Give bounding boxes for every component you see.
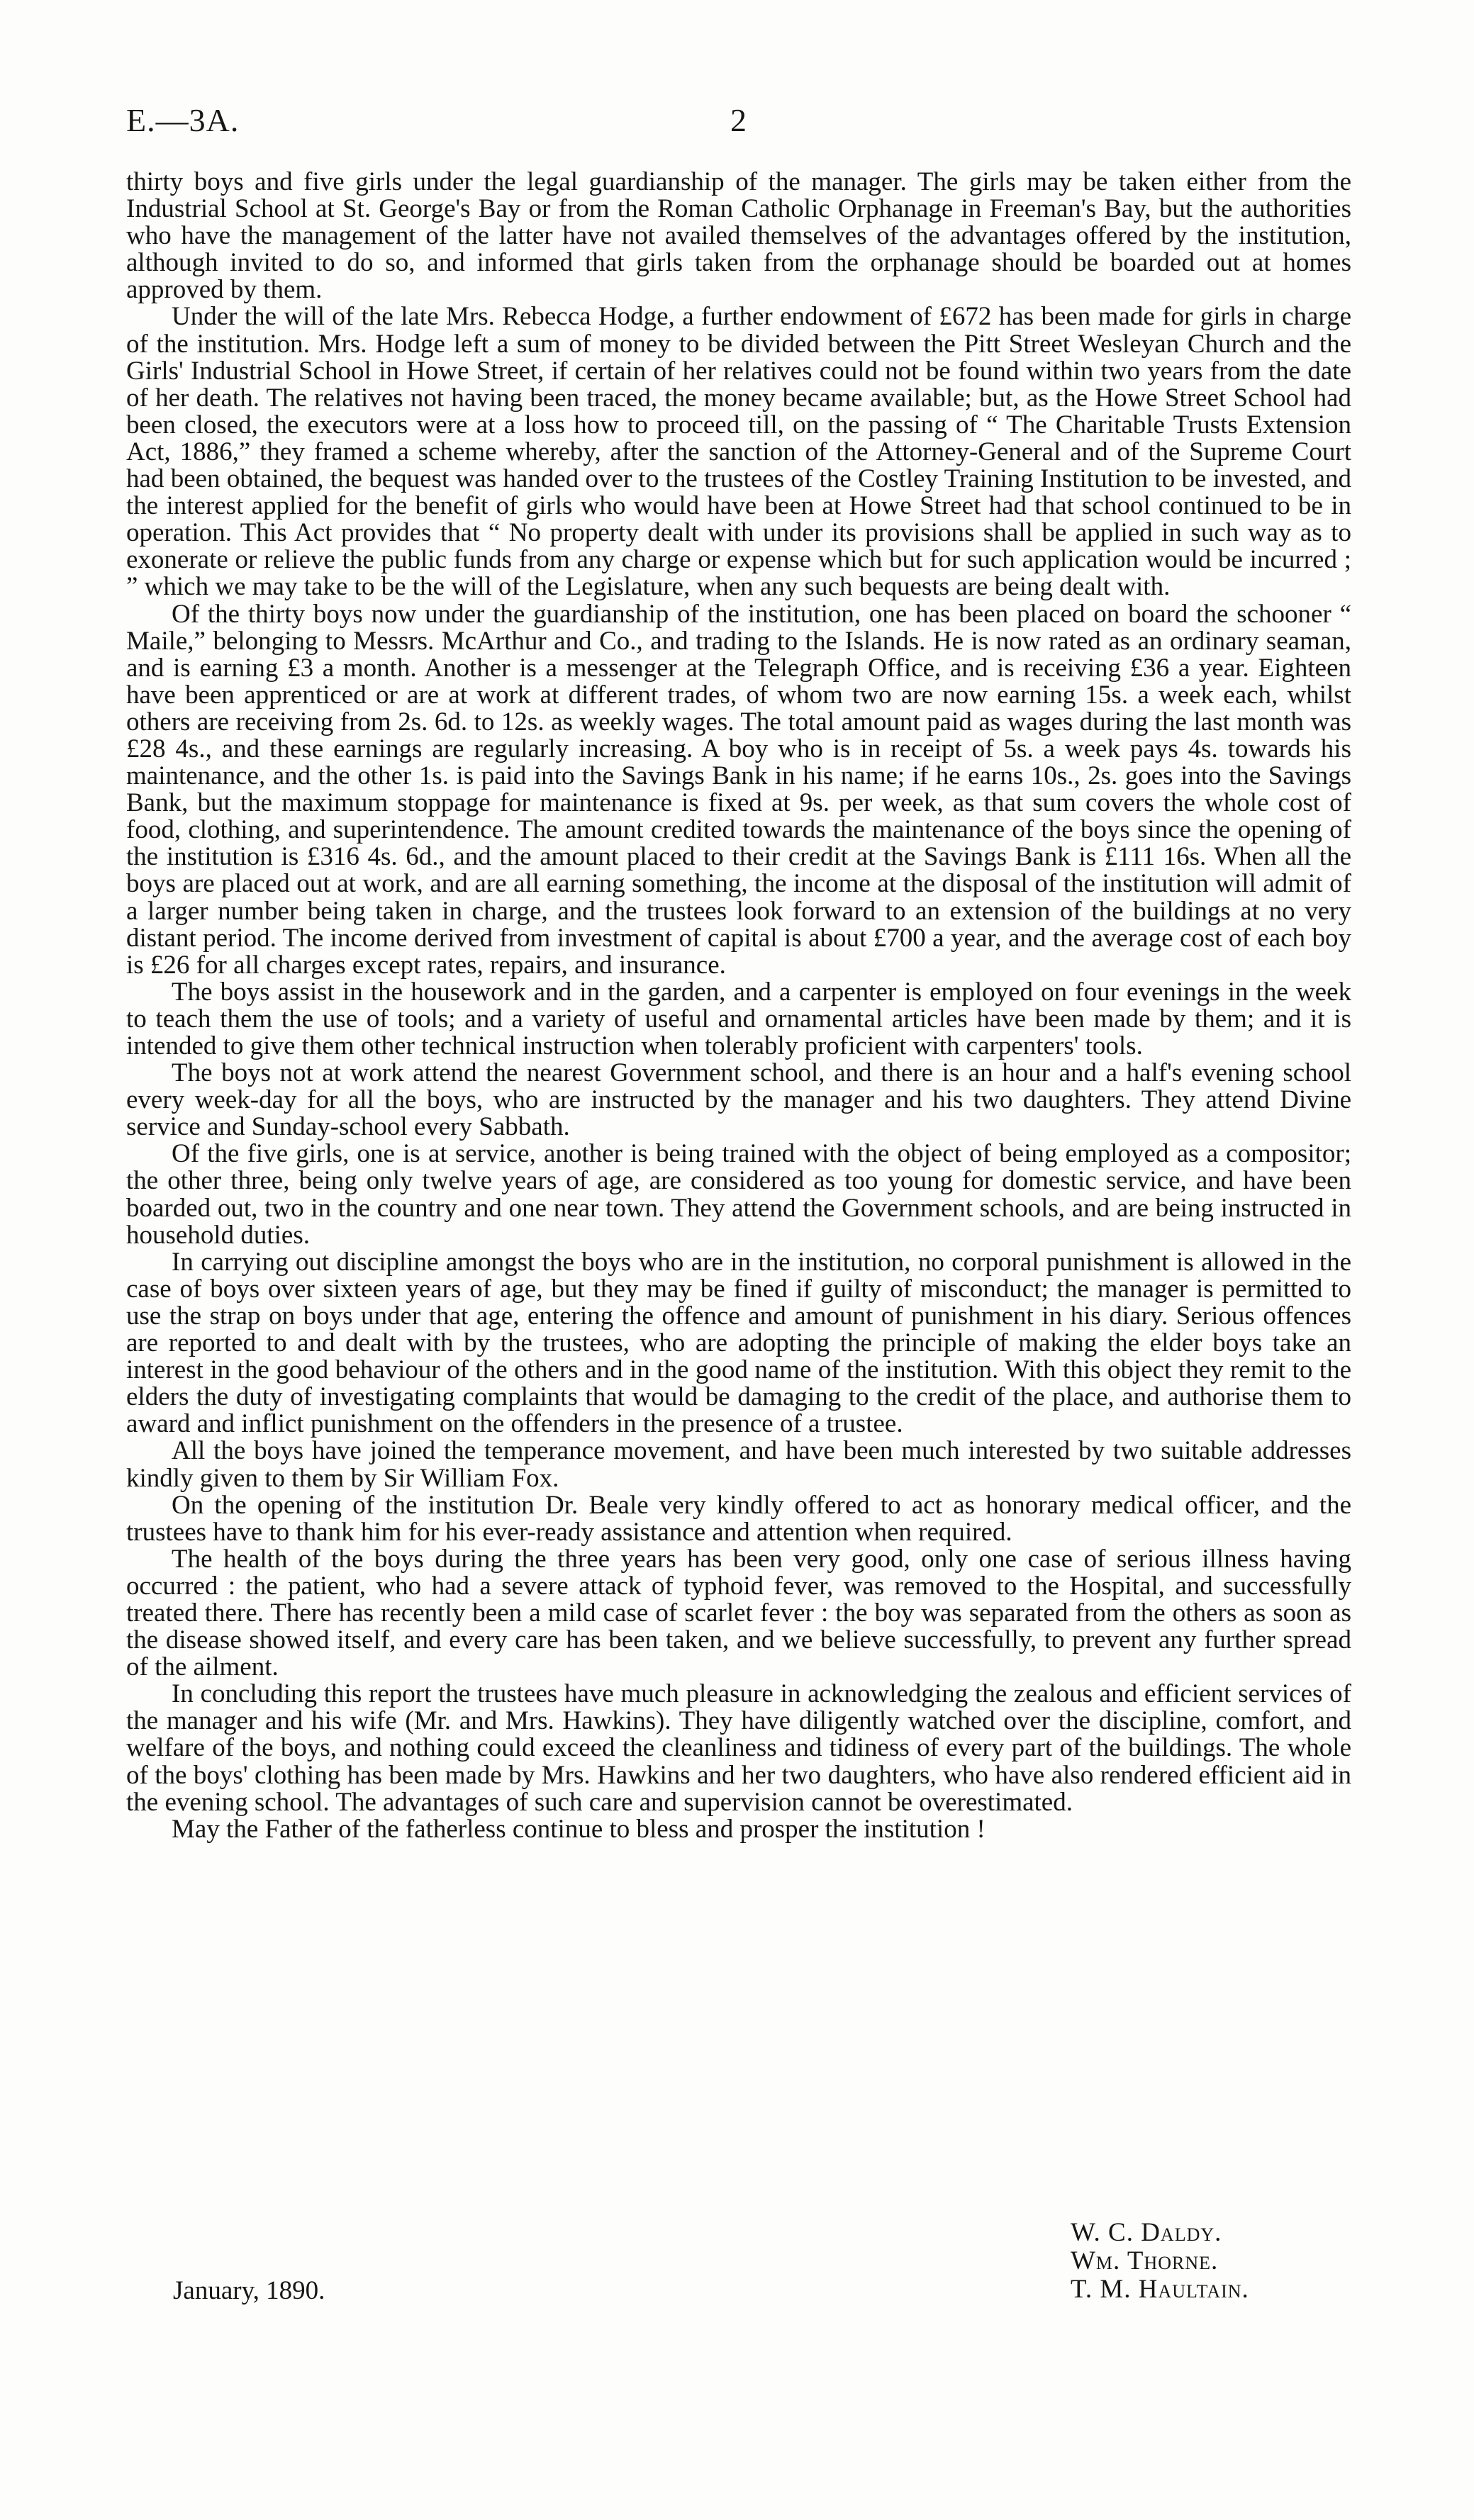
signatory: W. C. Daldy. — [1071, 2218, 1222, 2247]
signatory: Wm. Thorne. — [1071, 2246, 1219, 2275]
paragraph-conclusion: In concluding this report the trustees have much pleasure in acknowledging the zealous and efficient services of the manager and his wife (Mr. and Mrs. Hawkins). They have diligently watched over the discipline, comfort, and welfare of the boys, and nothing could exceed the cleanliness and tidiness of every part of the buildings. The whole of the boys' clothing has been made by Mrs. Hawkins and her two daughters, who have also rendered efficient aid in the evening school. The advantages of such care and supervision cannot be overestimated. — [126, 1679, 1351, 1817]
paragraph-girls: Of the five girls, one is at service, another is being trained with the object of being employed as a compositor; the other three, being only twelve years of age, are considered as too young for domestic service, and have been boarded out, two in the country and one near town. They attend the Government schools, and are being instructed in household duties. — [126, 1139, 1351, 1250]
report-body — [126, 169, 1351, 1843]
paragraph-boys-employment: Of the thirty boys now under the guardianship of the institution, one has been placed on board the schooner “ Maile,” belonging to Messrs. McArthur and Co., and trading to the Islands. He is now rated as an ordinary seaman, and is earning £3 a month. Another is a messenger at the Telegraph Office, and is receiving £36 a year. Eighteen have been apprenticed or are at work at different trades, of whom two are now earning 15s. a week each, whilst others are receiving from 2s. 6d. to 12s. as weekly wages. The total amount paid as wages during the last month was £28 4s., and these earnings are regularly increasing. A boy who is in receipt of 5s. a week pays 4s. towards his maintenance, and the other 1s. is paid into the Savings Bank in his name; if he earns 10s., 2s. goes into the Savings Bank, but the maximum stoppage for maintenance is fixed at 9s. per week, as that sum covers the whole cost of food, clothing, and superintendence. The amount credited towards the maintenance of the boys since the opening of the institution is £316 4s. 6d., and the amount placed to their credit at the Savings Bank is £111 16s. When all the boys are placed out at work, and are all earning something, the income at the disposal of the institution will admit of a larger number being taken in charge, and the trustees look forward to an extension of the buildings at no very distant period. The income derived from investment of capital is about £700 a year, and the average cost of each boy is £26 for all charges except rates, repairs, and insurance. — [126, 599, 1351, 980]
paragraph-health: The health of the boys during the three years has been very good, only one case of serious illness having occurred : the patient, who had a severe attack of typhoid fever, was removed to the Hospital, and successfully treated there. There has recently been a mild case of scarlet fever : the boy was separated from the others as soon as the disease showed itself, and every care has been taken, and we believe successfully, to prevent any further spread of the ailment. — [126, 1544, 1351, 1682]
paragraph-blessing: May the Father of the fatherless continue to bless and prosper the institution ! — [172, 1814, 986, 1844]
page-number: 2 — [730, 102, 747, 138]
signatory: T. M. Haultain. — [1071, 2275, 1249, 2304]
paragraph-continuation: thirty boys and five girls under the legal guardianship of the manager. The girls may be taken either from the Industrial School at St. George's Bay or from the Roman Catholic Orphanage in Freeman's Bay, but the authorities who have the management of the latter have not availed themselves of the advantages offered by the institution, although invited to do so, and informed that girls taken from the orphanage should be boarded out at homes approved by them. — [126, 167, 1351, 305]
paragraph-housework: The boys assist in the housework and in the garden, and a carpenter is employed on four evenings in the week to teach them the use of tools; and a variety of useful and ornamental articles have been made by them; and it is intended to give them other technical instruction when tolerably proficient with carpenters' tools. — [126, 977, 1351, 1060]
paragraph-medical-officer: On the opening of the institution Dr. Beale very kindly offered to act as honorary medical officer, and the trustees have to thank him for his ever-ready assistance and attention when required. — [126, 1490, 1351, 1547]
report-date: January, 1890. — [173, 2276, 325, 2305]
document-reference: E.—3A. — [126, 102, 240, 138]
paragraph-hodge-endowment: Under the will of the late Mrs. Rebecca Hodge, a further endowment of £672 has been made for girls in charge of the institution. Mrs. Hodge left a sum of money to be divided between the Pitt Street Wesleyan Church and the Girls' Industrial School in Howe Street, if certain of her relatives could not be found within two years from the date of her death. The relatives not having been traced, the money became available; but, as the Howe Street School had been closed, the executors were at a loss how to proceed till, on the passing of “ The Charitable Trusts Extension Act, 1886,” they framed a scheme whereby, after the sanction of the Attorney-General and of the Supreme Court had been obtained, the bequest was handed over to the trustees of the Costley Training Institution to be invested, and the interest applied for the benefit of girls who would have been at Howe Street had that school continued to be in operation. This Act provides that “ No property dealt with under its provisions shall be applied in such way as to exonerate or relieve the public funds from any charge or expense which but for such application would be incurred ; ” which we may take to be the will of the Legislature, when any such bequests are being dealt with. — [126, 302, 1351, 602]
signature-block — [1071, 2219, 1249, 2304]
paragraph-schooling: The boys not at work attend the nearest Government school, and there is an hour and a half's evening school every week-day for all the boys, who are instructed by the manager and his two daughters. They attend Divine service and Sunday-school every Sabbath. — [126, 1058, 1351, 1142]
page-header — [126, 99, 1351, 142]
paragraph-temperance: All the boys have joined the temperance movement, and have been much interested by two suitable addresses kindly given to them by Sir William Fox. — [126, 1436, 1351, 1493]
paragraph-discipline: In carrying out discipline amongst the boys who are in the institution, no corporal punishment is allowed in the case of boys over sixteen years of age, but they may be fined if guilty of misconduct; the manager is permitted to use the strap on boys under that age, entering the offence and amount of punishment in his diary. Serious offences are reported to and dealt with by the trustees, who are adopting the principle of making the elder boys take an interest in the good behaviour of the others and in the good name of the institution. With this object they remit to the elders the duty of investigating complaints that would be damaging to the credit of the place, and authorise them to award and inflict punishment on the offenders in the presence of a trustee. — [126, 1247, 1351, 1439]
